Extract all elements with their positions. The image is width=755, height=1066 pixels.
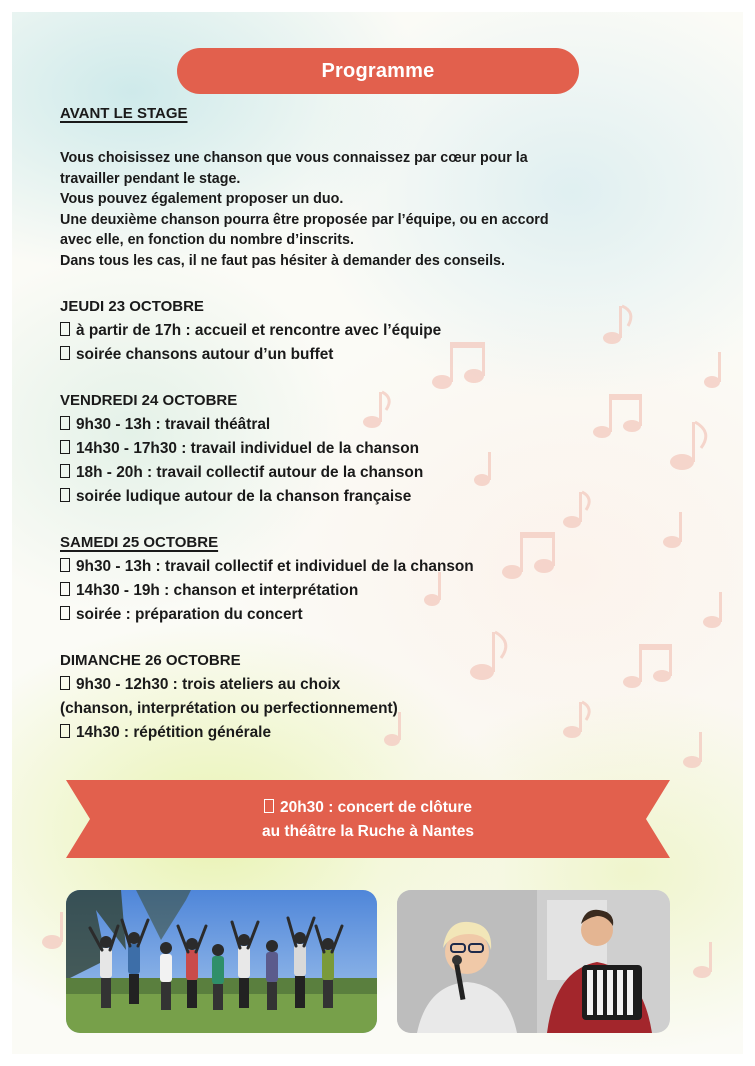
schedule-item-text: soirée : préparation du concert (76, 606, 303, 623)
concert-line-1 (66, 796, 670, 820)
flyer-page (12, 12, 743, 1054)
intro-line: Vous pouvez également proposer un duo. (60, 191, 344, 207)
group-photo (66, 890, 377, 1033)
intro-line: Vous choisissez une chanson que vous connaissez par cœur pour la (60, 150, 528, 166)
schedule-item (60, 555, 700, 579)
programme-content (60, 104, 700, 745)
schedule-item-text: 9h30 - 13h : travail collectif et individuel de la chanson (76, 558, 474, 575)
intro-line: travailler pendant le stage. (60, 170, 241, 187)
concert-banner-text (66, 796, 670, 844)
intro-line: Dans tous les cas, il ne faut pas hésiter à demander des conseils. (60, 252, 505, 269)
checkbox-icon (60, 464, 70, 478)
checkbox-icon (60, 676, 70, 690)
avant-heading: AVANT LE STAGE (60, 105, 188, 122)
schedule-item-text: 9h30 - 13h : travail théâtral (76, 416, 271, 433)
concert-banner (66, 780, 670, 858)
checkbox-icon (60, 558, 70, 572)
intro-line: Une deuxième chanson pourra être proposée par l’équipe, ou en accord (60, 211, 549, 228)
schedule-item (60, 461, 700, 485)
checkbox-icon (60, 346, 70, 360)
intro-line: avec elle, en fonction du nombre d’inscrits. (60, 232, 354, 248)
checkbox-icon (60, 606, 70, 620)
schedule-item-text: 14h30 : répétition générale (76, 724, 272, 741)
group-photo-image (66, 890, 377, 1033)
day-title: SAMEDI 25 OCTOBRE (60, 534, 219, 551)
schedule-item (60, 413, 700, 437)
checkbox-icon (264, 799, 274, 813)
schedule-item (60, 721, 700, 745)
schedule-item-continuation: (chanson, interprétation ou perfectionnement) (60, 700, 398, 717)
schedule-item-text: 9h30 - 12h30 : trois ateliers au choix (76, 676, 341, 693)
performers-photo (397, 890, 670, 1033)
schedule-item-text: 18h - 20h : travail collectif autour de la chanson (76, 464, 424, 481)
schedule-item (60, 579, 700, 603)
schedule-item (60, 343, 700, 367)
programme-title: Programme (177, 48, 579, 94)
avant-intro (60, 148, 700, 271)
schedule-item-text: soirée chansons autour d’un buffet (76, 346, 334, 363)
day-dimanche (60, 649, 700, 745)
day-samedi (60, 531, 700, 627)
schedule-item (60, 673, 700, 697)
schedule-item (60, 319, 700, 343)
checkbox-icon (60, 322, 70, 336)
schedule-item (60, 603, 700, 627)
schedule-item-text: 14h30 - 19h : chanson et interprétation (76, 582, 359, 599)
checkbox-icon (60, 416, 70, 430)
schedule-item (60, 437, 700, 461)
schedule-item-text: soirée ludique autour de la chanson française (76, 488, 412, 505)
day-title: VENDREDI 24 OCTOBRE (60, 392, 238, 409)
checkbox-icon (60, 440, 70, 454)
performers-photo-image (397, 890, 670, 1033)
day-title: JEUDI 23 OCTOBRE (60, 298, 204, 315)
day-jeudi (60, 295, 700, 367)
concert-line-2: au théâtre la Ruche à Nantes (262, 823, 474, 840)
checkbox-icon (60, 724, 70, 738)
schedule-item (60, 485, 700, 509)
concert-time-text: 20h30 : concert de clôture (279, 799, 473, 816)
day-vendredi (60, 389, 700, 509)
schedule-item-text: à partir de 17h : accueil et rencontre avec l’équipe (76, 322, 442, 339)
day-title: DIMANCHE 26 OCTOBRE (60, 652, 241, 669)
checkbox-icon (60, 582, 70, 596)
checkbox-icon (60, 488, 70, 502)
schedule-item-text: 14h30 - 17h30 : travail individuel de la chanson (76, 440, 419, 457)
